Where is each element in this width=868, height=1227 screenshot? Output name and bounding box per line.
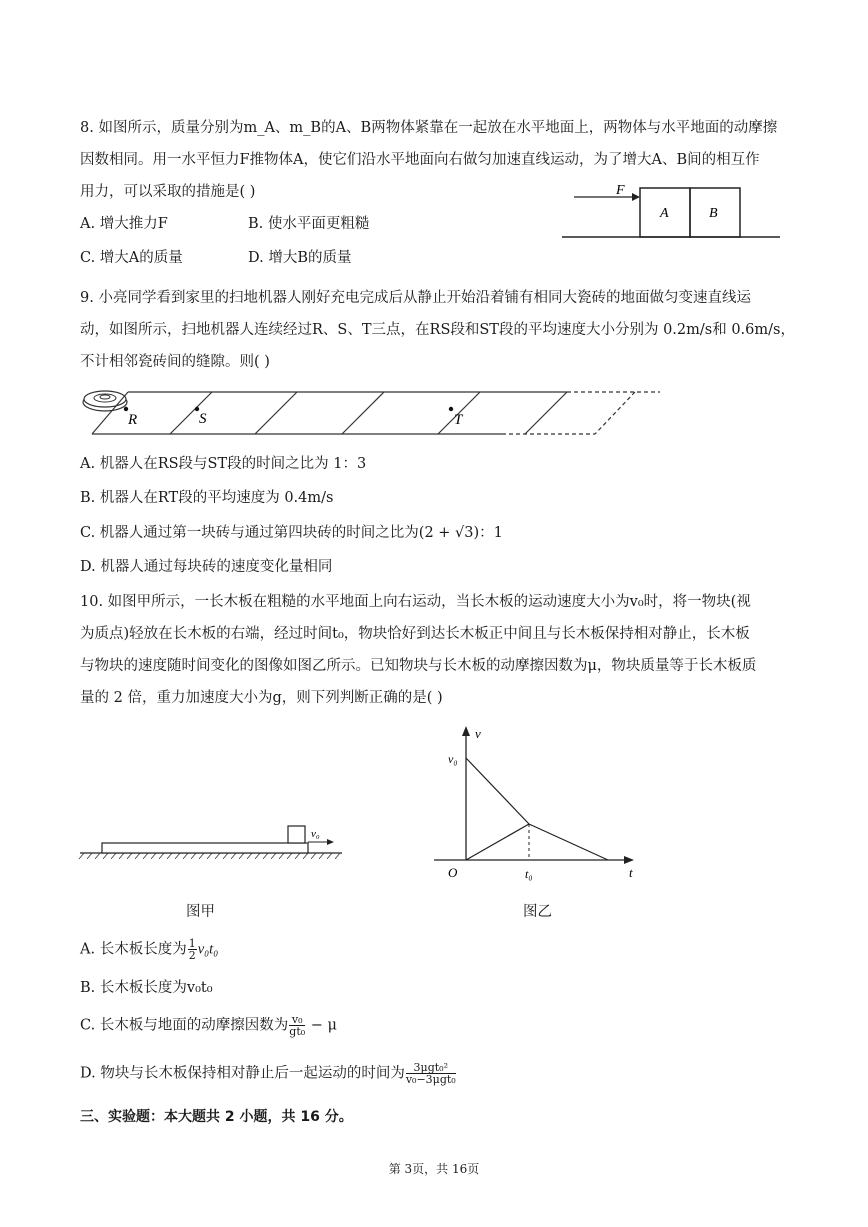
fig-b-vt-graph	[432, 722, 647, 882]
t0-label: t₀	[525, 867, 533, 881]
force-label: F	[616, 183, 625, 198]
label-r: R	[128, 412, 138, 428]
q10-option-b: B. 长木板长度为v₀t₀	[80, 980, 213, 996]
q9-option-b: B. 机器人在RT段的平均速度为 0.4m/s	[80, 490, 334, 506]
point-t	[449, 407, 453, 411]
t-axis-label: t	[629, 865, 633, 880]
fig-b-caption: 图乙	[523, 904, 552, 920]
q9-option-c: C. 机器人通过第一块砖与通过第四块砖的时间之比为(2 + √3)：1	[80, 525, 503, 541]
section-title: 三、实验题：本大题共 2 小题，共 16 分。	[80, 1109, 353, 1125]
q8-line2: 因数相同。用一水平恒力F推物体A，使它们沿水平地面向右做匀加速直线运动，为了增大A、B间的相互作	[80, 152, 760, 168]
block-b-label: B	[709, 206, 718, 221]
long-board	[102, 843, 308, 853]
small-block	[288, 826, 305, 843]
q10-line2: 为质点)轻放在长木板的右端，经过时间t₀，物块恰好到达长木板正中间且与长木板保持相对静止，长木板	[80, 626, 750, 642]
fig-a-board-block	[78, 820, 348, 865]
q10-option-d: D. 物块与长木板保持相对静止后一起运动的时间为 $\frac{\text{3μgt₀²}}{\text{v₀−3μgt₀}}$	[80, 1061, 456, 1086]
origin-label: O	[448, 865, 458, 880]
block-velocity-line	[466, 824, 529, 860]
point-r	[124, 407, 128, 411]
q9-option-a: A. 机器人在RS段与ST段的时间之比为 1：3	[80, 456, 367, 472]
q9-option-d: D. 机器人通过每块砖的速度变化量相同	[80, 559, 333, 575]
q8-line3: 用力，可以采取的措施是( )	[80, 184, 256, 200]
q10-line4: 量的 2 倍，重力加速度大小为g，则下列判断正确的是( )	[80, 690, 443, 706]
q10-option-c: C. 长木板与地面的动摩擦因数为 $\frac{\text{v₀}}{\text{gt₀}}$ − μ	[80, 1013, 337, 1038]
v-axis-label: v	[475, 726, 481, 741]
q10-line3: 与物块的速度随时间变化的图像如图乙所示。已知物块与长木板的动摩擦因数为μ，物块质量等于长木板质	[80, 658, 757, 674]
q9-line1: 9. 小亮同学看到家里的扫地机器人刚好充电完成后从静止开始沿着铺有相同大瓷砖的地面做匀变速直线运	[80, 290, 751, 306]
q8-option-b: B. 使水平面更粗糙	[248, 216, 370, 232]
q8-figure	[560, 180, 790, 242]
q10-line1: 10. 如图甲所示，一长木板在粗糙的水平地面上向右运动，当长木板的运动速度大小为v₀时，将一物块(视	[80, 594, 751, 610]
q8-option-a: A. 增大推力F	[80, 216, 168, 232]
q8-option-d: D. 增大B的质量	[248, 250, 352, 266]
fig-a-v0: v₀	[311, 828, 320, 840]
label-t: T	[454, 412, 463, 428]
common-velocity-line	[529, 824, 608, 860]
q9-tile-figure	[70, 380, 670, 440]
page-footer: 第 3页，共 16页	[388, 1162, 480, 1176]
block-a-label: A	[660, 206, 669, 221]
q10-option-a: A. 长木板长度为 $\frac{1}{2}$ v₀t₀	[80, 937, 219, 962]
q8-line1: 8. 如图所示，质量分别为m_A、m_B的A、B两物体紧靠在一起放在水平地面上，两物体与水平地面的动摩擦	[80, 120, 778, 136]
v0-label: v₀	[448, 752, 458, 766]
fig-a-caption: 图甲	[186, 904, 215, 920]
label-s: S	[199, 411, 207, 427]
q9-line2: 动，如图所示，扫地机器人连续经过R、S、T三点，在RS段和ST段的平均速度大小分别为 0.2m/s和 0.6m/s，	[80, 322, 795, 338]
q9-line3: 不计相邻瓷砖间的缝隙。则( )	[80, 354, 270, 370]
q8-option-c: C. 增大A的质量	[80, 250, 183, 266]
board-velocity-line-1	[466, 758, 529, 824]
